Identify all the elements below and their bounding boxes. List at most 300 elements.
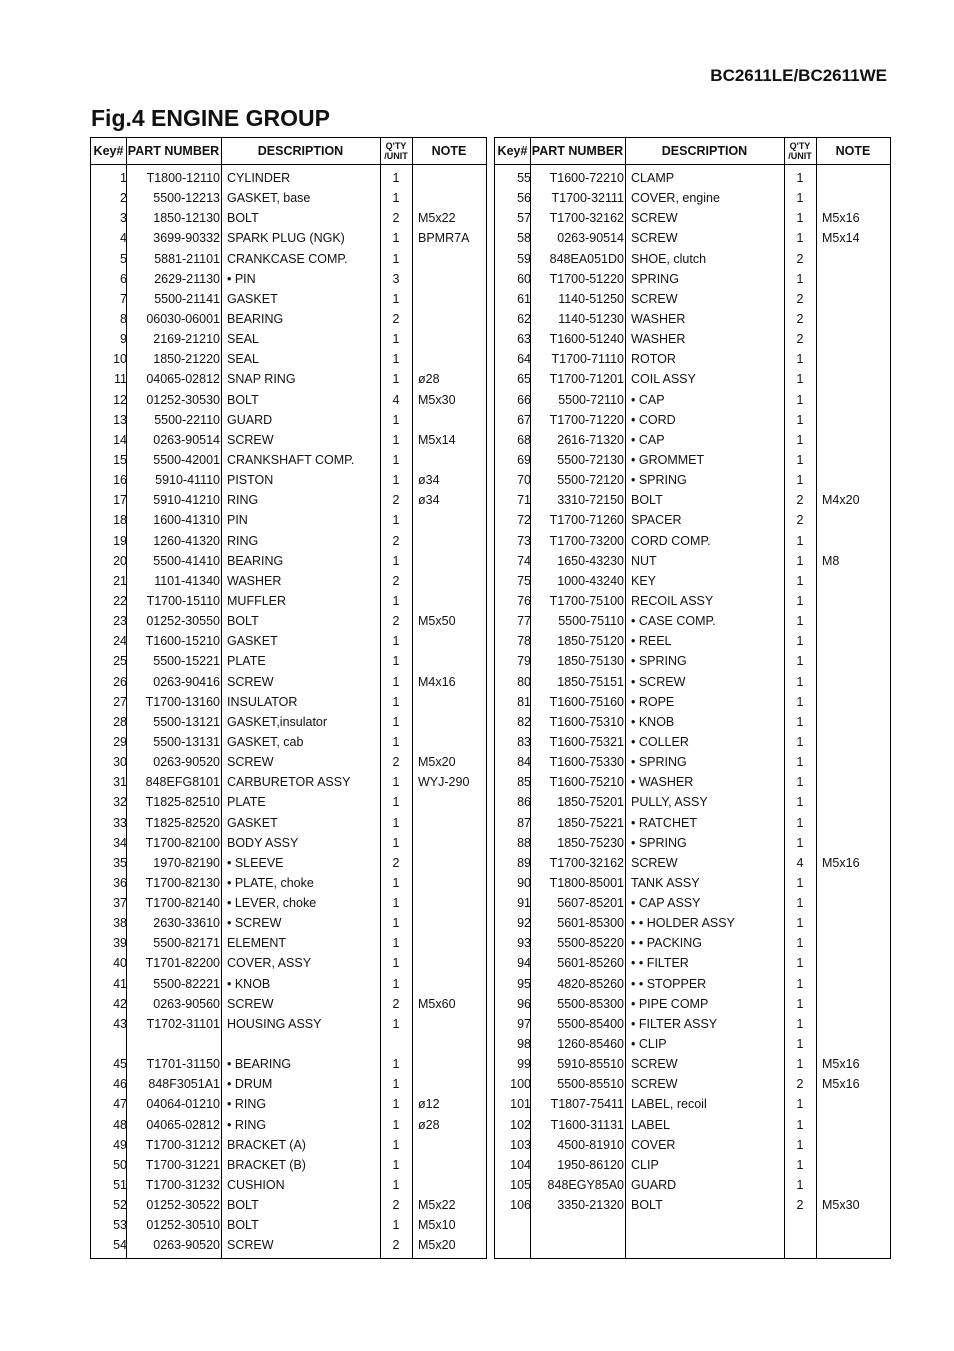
qty-cell: 1 (392, 714, 400, 729)
description-cell: GASKET,insulator (227, 714, 328, 729)
table-row (91, 1215, 486, 1235)
key-cell: 63 (517, 332, 531, 347)
note-cell: M5x16 (822, 1057, 860, 1072)
note-cell: M5x50 (418, 614, 456, 629)
table-row (495, 1195, 890, 1215)
qty-cell: 2 (796, 332, 804, 347)
description-cell: • • FILTER (631, 956, 689, 971)
part-number-cell: T1600-51240 (549, 332, 624, 347)
description-cell: RECOIL ASSY (631, 593, 714, 608)
key-cell: 52 (113, 1198, 127, 1213)
part-number-cell: 1850-75130 (557, 654, 624, 669)
header-qty (784, 138, 816, 164)
key-cell: 88 (517, 835, 531, 850)
key-cell: 62 (517, 311, 531, 326)
qty-cell: 1 (796, 1157, 804, 1172)
qty-cell: 1 (796, 1097, 804, 1112)
description-cell: COIL ASSY (631, 372, 696, 387)
table-row (495, 953, 890, 973)
qty-cell: 1 (392, 1016, 400, 1031)
table-row (91, 1235, 486, 1255)
key-cell: 43 (113, 1016, 127, 1031)
description-cell: WASHER (227, 573, 282, 588)
table-row (91, 1094, 486, 1114)
part-number-cell: 1260-41320 (153, 533, 220, 548)
part-number-cell: 5500-85400 (557, 1016, 624, 1031)
qty-cell: 2 (796, 1077, 804, 1092)
key-cell: 77 (517, 614, 531, 629)
part-number-cell: 5910-41210 (153, 493, 220, 508)
header-divider (91, 164, 486, 165)
part-number-cell: 06030-06001 (146, 311, 220, 326)
part-number-cell: 1850-75221 (557, 815, 624, 830)
key-cell: 22 (113, 593, 127, 608)
description-cell: CLIP (631, 1157, 659, 1172)
note-cell: ø28 (418, 1117, 440, 1132)
description-cell: GASKET, cab (227, 734, 304, 749)
description-cell: • LEVER, choke (227, 896, 317, 911)
table-row (91, 269, 486, 289)
description-cell: BOLT (227, 211, 259, 226)
key-cell: 18 (113, 513, 127, 528)
table-row (91, 349, 486, 369)
part-number-cell: 4500-81910 (557, 1137, 624, 1152)
qty-cell: 2 (392, 493, 400, 508)
qty-cell: 1 (796, 372, 804, 387)
qty-cell: 1 (392, 412, 400, 427)
key-cell: 84 (517, 755, 531, 770)
part-number-cell: 5500-82171 (153, 936, 220, 951)
description-cell: • SPRING (631, 755, 687, 770)
qty-cell: 1 (392, 1218, 400, 1233)
note-cell: M5x14 (418, 432, 456, 447)
table-row (91, 651, 486, 671)
part-number-cell: 5500-75110 (558, 614, 624, 629)
description-cell: BOLT (631, 1198, 663, 1213)
table-row (91, 1054, 486, 1074)
qty-cell: 1 (392, 231, 400, 246)
qty-cell: 1 (796, 1057, 804, 1072)
description-cell: SPARK PLUG (NGK) (227, 231, 345, 246)
part-number-cell: 5607-85201 (557, 896, 624, 911)
note-cell: ø34 (418, 473, 440, 488)
key-cell: 32 (113, 795, 127, 810)
table-row (495, 994, 890, 1014)
qty-cell: 1 (796, 714, 804, 729)
key-cell: 55 (517, 171, 531, 185)
description-cell: SCREW (227, 432, 274, 447)
part-number-cell: T1807-75411 (550, 1097, 624, 1112)
table-row (495, 309, 890, 329)
header-qty-line1: Q'TY (385, 141, 407, 151)
qty-cell: 1 (392, 654, 400, 669)
description-cell: • GROMMET (631, 452, 705, 467)
note-cell: M5x22 (418, 211, 456, 226)
part-number-cell: 1650-43230 (557, 553, 624, 568)
description-cell: • FILTER ASSY (631, 1016, 718, 1031)
qty-cell: 1 (392, 674, 400, 689)
part-number-cell: 0263-90560 (153, 996, 220, 1011)
part-number-cell: 1600-41310 (153, 513, 220, 528)
table-row (91, 369, 486, 389)
table-row (495, 631, 890, 651)
qty-cell: 2 (392, 614, 400, 629)
part-number-cell: T1825-82520 (145, 815, 220, 830)
table-row (91, 208, 486, 228)
description-cell: BOLT (227, 1198, 259, 1213)
table-row (91, 1175, 486, 1195)
description-cell: • WASHER (631, 775, 694, 790)
qty-cell: 1 (392, 694, 400, 709)
key-cell: 17 (113, 493, 127, 508)
description-cell: CUSHION (227, 1178, 285, 1193)
part-number-cell: 5910-41110 (155, 473, 220, 488)
part-number-cell: T1700-32162 (549, 211, 624, 226)
table-row (91, 1195, 486, 1215)
table-row (495, 410, 890, 430)
part-number-cell: 1970-82190 (153, 855, 220, 870)
table-row (495, 752, 890, 772)
key-cell: 65 (517, 372, 531, 387)
description-cell: BEARING (227, 553, 284, 568)
part-number-cell: 1260-85460 (557, 1037, 624, 1052)
qty-cell: 1 (796, 452, 804, 467)
description-cell: SCREW (631, 291, 678, 306)
description-cell: TANK ASSY (631, 875, 700, 890)
part-number-cell: 0263-90514 (153, 432, 220, 447)
table-row (495, 551, 890, 571)
qty-cell: 1 (796, 815, 804, 830)
header-key: Key# (497, 144, 528, 158)
description-cell: • • STOPPER (631, 976, 707, 991)
key-cell: 33 (113, 815, 127, 830)
key-cell: 76 (517, 593, 531, 608)
part-number-cell: T1700-32162 (549, 855, 624, 870)
qty-cell: 1 (796, 875, 804, 890)
table-row (495, 732, 890, 752)
description-cell: • COLLER (631, 734, 689, 749)
qty-cell: 2 (796, 513, 804, 528)
qty-cell: 1 (796, 614, 804, 629)
part-number-cell: T1700-82100 (145, 835, 220, 850)
description-cell: • BEARING (227, 1057, 292, 1072)
qty-cell: 1 (796, 936, 804, 951)
description-cell: SCREW (631, 1057, 678, 1072)
qty-cell: 1 (392, 634, 400, 649)
table-row (495, 792, 890, 812)
part-number-cell: 5500-72110 (558, 392, 624, 407)
key-cell: 13 (113, 412, 127, 427)
parts-table-left (90, 137, 487, 1259)
description-cell: PISTON (227, 473, 274, 488)
part-number-cell: 2616-71320 (557, 432, 624, 447)
table-row (495, 692, 890, 712)
description-cell: BOLT (227, 1218, 259, 1233)
part-number-cell: T1600-75330 (549, 755, 624, 770)
part-number-cell: T1700-71260 (549, 513, 624, 528)
key-cell: 74 (517, 553, 531, 568)
table-row (91, 510, 486, 530)
description-cell: GUARD (227, 412, 273, 427)
key-cell: 83 (517, 734, 531, 749)
description-cell: SCREW (631, 211, 678, 226)
qty-cell: 2 (796, 493, 804, 508)
table-row (91, 813, 486, 833)
table-row (495, 349, 890, 369)
key-cell: 11 (114, 372, 127, 387)
part-number-cell: 2630-33610 (153, 916, 220, 931)
qty-cell: 1 (392, 1097, 400, 1112)
key-cell: 81 (517, 694, 531, 709)
table-row (91, 994, 486, 1014)
qty-cell: 1 (796, 654, 804, 669)
description-cell: • PIN (227, 271, 256, 286)
description-cell: • SLEEVE (227, 855, 284, 870)
description-cell: • PLATE, choke (227, 875, 314, 890)
key-cell: 1 (120, 171, 127, 185)
description-cell: • SCREW (227, 916, 282, 931)
table-row (495, 390, 890, 410)
table-row (91, 188, 486, 208)
header-divider (495, 164, 890, 165)
part-number-cell: 1850-75120 (557, 634, 624, 649)
key-cell: 58 (517, 231, 531, 246)
key-cell: 14 (113, 432, 127, 447)
description-cell: GUARD (631, 1178, 677, 1193)
table-row (495, 470, 890, 490)
table-row (495, 974, 890, 994)
table-row (495, 611, 890, 631)
part-number-cell: 848EFG8101 (145, 775, 220, 790)
qty-cell: 1 (796, 634, 804, 649)
qty-cell: 1 (392, 513, 400, 528)
qty-cell: 1 (392, 332, 400, 347)
key-cell: 35 (113, 855, 127, 870)
qty-cell: 4 (392, 392, 400, 407)
description-cell: • CLIP (631, 1037, 667, 1052)
part-number-cell: 5500-41410 (153, 553, 220, 568)
description-cell: GASKET (227, 291, 278, 306)
key-cell: 34 (113, 835, 127, 850)
key-cell: 96 (517, 996, 531, 1011)
description-cell: • DRUM (227, 1077, 273, 1092)
key-cell: 92 (517, 916, 531, 931)
key-cell: 61 (517, 291, 531, 306)
table-row (495, 712, 890, 732)
part-number-cell: 5500-85300 (557, 996, 624, 1011)
table-row (91, 591, 486, 611)
header-key: Key# (93, 144, 124, 158)
key-cell: 15 (113, 452, 127, 467)
key-cell: 86 (517, 795, 531, 810)
description-cell: PLATE (227, 795, 266, 810)
description-cell: BODY ASSY (227, 835, 299, 850)
key-cell: 25 (113, 654, 127, 669)
table-row (91, 329, 486, 349)
part-number-cell: 4820-85260 (557, 976, 624, 991)
table-row (91, 913, 486, 933)
note-cell: M5x16 (822, 1077, 860, 1092)
qty-cell: 1 (392, 452, 400, 467)
part-number-cell: 01252-30510 (146, 1218, 220, 1233)
key-cell: 79 (517, 654, 531, 669)
part-number-cell: 2629-21130 (154, 271, 220, 286)
key-cell: 26 (113, 674, 127, 689)
table-row (495, 1074, 890, 1094)
qty-cell: 1 (796, 573, 804, 588)
table-row (91, 289, 486, 309)
qty-cell: 1 (796, 674, 804, 689)
header-part-number: PART NUMBER (531, 144, 624, 158)
qty-cell: 4 (796, 855, 804, 870)
qty-cell: 1 (796, 916, 804, 931)
description-cell: • CAP (631, 392, 665, 407)
description-cell: SCREW (631, 1077, 678, 1092)
qty-cell: 2 (796, 1198, 804, 1213)
table-row (91, 228, 486, 248)
part-number-cell: T1700-73200 (549, 533, 624, 548)
key-cell: 82 (517, 714, 531, 729)
table-row (91, 893, 486, 913)
description-cell: KEY (631, 573, 657, 588)
description-cell: • • PACKING (631, 936, 703, 951)
part-number-cell: T1600-31131 (550, 1117, 624, 1132)
qty-cell: 1 (392, 1157, 400, 1172)
table-row (495, 853, 890, 873)
description-cell: • CASE COMP. (631, 614, 716, 629)
part-number-cell: 01252-30522 (146, 1198, 220, 1213)
qty-cell: 1 (392, 875, 400, 890)
table-row (495, 168, 890, 188)
qty-cell: 1 (796, 432, 804, 447)
note-cell: M4x16 (418, 674, 456, 689)
qty-cell: 1 (392, 372, 400, 387)
part-number-cell: 5500-13121 (153, 714, 220, 729)
qty-cell: 1 (796, 996, 804, 1011)
part-number-cell: T1800-12110 (146, 171, 220, 185)
table-row (495, 450, 890, 470)
qty-cell: 1 (392, 956, 400, 971)
table-row (91, 611, 486, 631)
description-cell: • SCREW (631, 674, 686, 689)
part-number-cell: T1800-85001 (549, 875, 624, 890)
qty-cell: 1 (392, 1077, 400, 1092)
table-row (91, 1074, 486, 1094)
description-cell: • KNOB (227, 976, 271, 991)
key-cell: 37 (113, 896, 127, 911)
qty-cell: 1 (796, 593, 804, 608)
part-number-cell: 0263-90416 (153, 674, 220, 689)
table-row (495, 228, 890, 248)
key-cell: 75 (517, 573, 531, 588)
description-cell: SCREW (227, 755, 274, 770)
part-number-cell: 1000-43240 (557, 573, 624, 588)
part-number-cell: T1700-51220 (549, 271, 624, 286)
header-qty (380, 138, 412, 164)
description-cell: • RING (227, 1117, 267, 1132)
key-cell: 12 (113, 392, 127, 407)
description-cell: • SPRING (631, 654, 687, 669)
description-cell: LABEL, recoil (631, 1097, 707, 1112)
key-cell: 67 (517, 412, 531, 427)
part-number-cell: 5601-85260 (557, 956, 624, 971)
part-number-cell: 0263-90520 (153, 755, 220, 770)
model-number: BC2611LE/BC2611WE (710, 66, 887, 85)
table-row (495, 329, 890, 349)
table-row (91, 490, 486, 510)
key-cell: 99 (517, 1057, 531, 1072)
description-cell: HOUSING ASSY (227, 1016, 322, 1031)
key-cell: 39 (113, 936, 127, 951)
part-number-cell: 1140-51250 (558, 291, 624, 306)
qty-cell: 1 (392, 291, 400, 306)
part-number-cell: 5500-13131 (153, 734, 220, 749)
description-cell: LABEL (631, 1117, 670, 1132)
header-description: DESCRIPTION (661, 144, 748, 158)
description-cell: PIN (227, 513, 248, 528)
part-number-cell: T1702-31101 (146, 1016, 220, 1031)
description-cell: PLATE (227, 654, 266, 669)
table-row (495, 1094, 890, 1114)
table-row (91, 692, 486, 712)
table-body (91, 168, 486, 1256)
key-cell: 28 (113, 714, 127, 729)
description-cell: MUFFLER (227, 593, 287, 608)
table-row (91, 792, 486, 812)
key-cell: 94 (517, 956, 531, 971)
qty-cell: 1 (796, 171, 804, 185)
description-cell: SHOE, clutch (631, 251, 707, 266)
part-number-cell: 5500-21141 (154, 291, 220, 306)
table-row (495, 833, 890, 853)
key-cell: 36 (113, 875, 127, 890)
part-number-cell: T1825-82510 (145, 795, 220, 810)
key-cell: 20 (113, 553, 127, 568)
table-row (91, 732, 486, 752)
description-cell: GASKET (227, 634, 278, 649)
page-title: Fig.4 ENGINE GROUP (91, 105, 330, 131)
description-cell: • SPRING (631, 473, 687, 488)
key-cell: 7 (120, 291, 127, 306)
table-row (495, 510, 890, 530)
table-row (495, 188, 890, 208)
note-cell: M5x30 (822, 1198, 860, 1213)
qty-cell: 2 (796, 311, 804, 326)
qty-cell: 1 (796, 1137, 804, 1152)
part-number-cell: T1700-15110 (146, 593, 220, 608)
part-number-cell: 5500-82221 (153, 976, 220, 991)
description-cell: • CORD (631, 412, 676, 427)
table-row (91, 531, 486, 551)
part-number-cell: 04065-02812 (146, 1117, 220, 1132)
table-row (91, 974, 486, 994)
note-cell: M5x30 (418, 392, 456, 407)
key-cell: 102 (510, 1117, 531, 1132)
description-cell: NUT (631, 553, 657, 568)
description-cell: • • HOLDER ASSY (631, 916, 735, 931)
part-number-cell: T1700-75100 (549, 593, 624, 608)
part-number-cell: T1700-71110 (551, 352, 624, 367)
key-cell: 4 (120, 231, 127, 246)
part-number-cell: 1850-75151 (557, 674, 624, 689)
qty-cell: 1 (796, 533, 804, 548)
qty-cell: 1 (392, 775, 400, 790)
qty-cell: 1 (796, 835, 804, 850)
description-cell: COVER (631, 1137, 676, 1152)
part-number-cell: 5500-22110 (154, 412, 220, 427)
part-number-cell: 5500-12213 (153, 191, 220, 206)
table-row (495, 933, 890, 953)
